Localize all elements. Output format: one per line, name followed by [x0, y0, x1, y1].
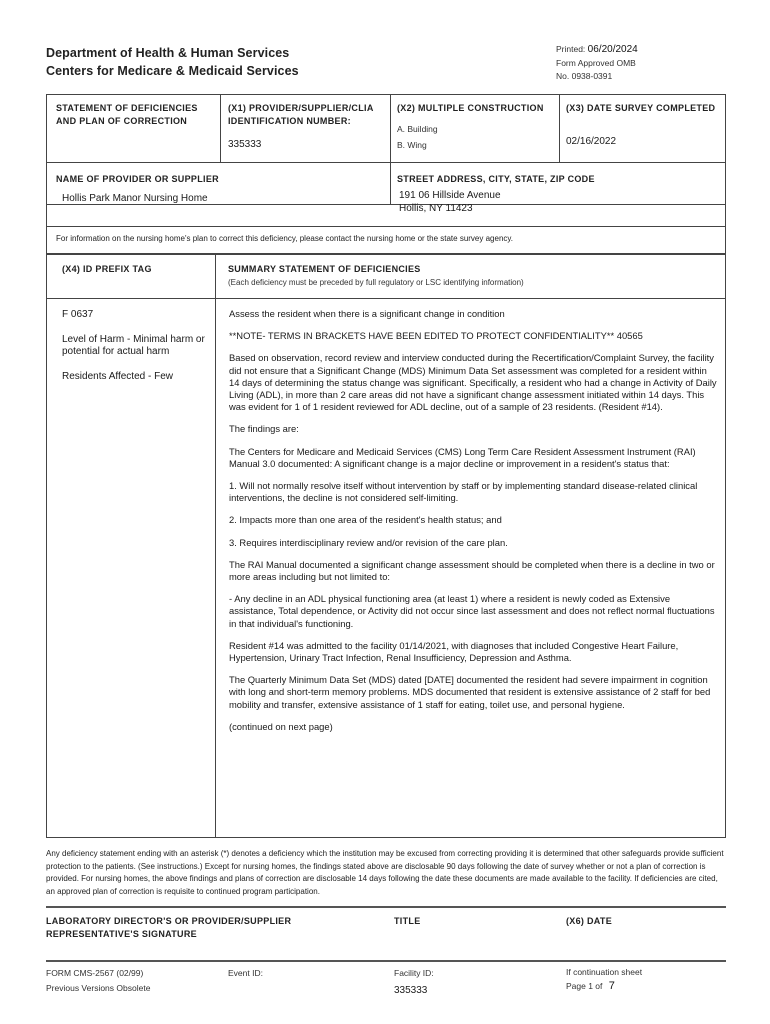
paragraph: The findings are:: [229, 423, 299, 435]
x1-label: (X1) PROVIDER/SUPPLIER/CLIA IDENTIFICATION NUMBER:: [228, 103, 374, 126]
summary-sub: (Each deficiency must be preceded by full regulatory or LSC identifying information): [228, 278, 524, 287]
facility-id-value: 335333: [394, 985, 428, 996]
paragraph: The Quarterly Minimum Data Set (MDS) dated [DATE] documented the resident had severe impairment in cognition with long and short-term memory problems. MDS documented that resident is extensive assistance of 2 staff for bed mobility and transfer, extensive assistance of 1 staff for eating, toilet use, and personal hygiene.: [229, 674, 711, 710]
paragraph: 2. Impacts more than one area of the resident's health status; and: [229, 514, 502, 526]
paragraph: Based on observation, record review and interview conducted during the Recertification/Complaint Survey, the facility did not ensure that a Significant Change (MDS) Minimum Data Set assessment was completed for a resident within 14 days of determining the status change was significant. Specifically, a resident who had a change in Activity of Daily Living (ADL), in more than 2 care areas did not have a significant change assessment initiated within 14 days. This was evident for 1 of 1 resident reviewed for ADL decline, out of a sample of 23 residents. (Resident #14).: [229, 352, 717, 413]
printed-line: [556, 44, 638, 55]
summary-label: SUMMARY STATEMENT OF DEFICIENCIES: [228, 264, 421, 274]
statement-label: STATEMENT OF DEFICIENCIES AND PLAN OF CORRECTION: [56, 103, 198, 126]
paragraph: Resident #14 was admitted to the facility 01/14/2021, with diagnoses that included Congestive Heart Failure, Hypertension, Urinary Tract Infection, Renal Insufficiency, Depression and Asthma.: [229, 639, 679, 664]
date-label: (X6) DATE: [566, 916, 613, 926]
x2-building: A. Building: [397, 124, 438, 134]
paragraph: Assess the resident when there is a significant change in condition: [229, 308, 505, 319]
prefix-tag: F 0637: [62, 309, 94, 320]
page-label: Page 1 of: [566, 981, 603, 991]
title-label: TITLE: [394, 916, 421, 926]
previous-versions: Previous Versions Obsolete: [46, 983, 151, 993]
form-approved: Form Approved OMB: [556, 58, 636, 68]
paragraph: 3. Requires interdisciplinary review and/or revision of the care plan.: [229, 536, 508, 548]
paragraph: 1. Will not normally resolve itself without intervention by staff or by implementing standard disease-related clinical interventions, the decline is not considered self-limiting.: [229, 480, 698, 504]
x3-value: 02/16/2022: [566, 136, 617, 147]
x2-label: (X2) MULTIPLE CONSTRUCTION: [397, 103, 544, 113]
residents-affected: Residents Affected - Few: [62, 371, 173, 382]
x2-wing: B. Wing: [397, 140, 427, 150]
level-of-harm: Level of Harm - Minimal harm or potential for actual harm: [62, 334, 205, 357]
address-line1: 191 06 Hillside Avenue: [399, 190, 501, 201]
form-number: FORM CMS-2567 (02/99): [46, 968, 144, 978]
signature-label: LABORATORY DIRECTOR'S OR PROVIDER/SUPPLIER REPRESENTATIVE'S SIGNATURE: [46, 916, 292, 939]
provider-value: Hollis Park Manor Nursing Home: [62, 193, 208, 204]
department-title: Department of Health & Human Services: [46, 46, 290, 60]
x1-value: 335333: [228, 139, 262, 150]
x4-label: (X4) ID PREFIX TAG: [62, 264, 152, 274]
event-id-label: Event ID:: [228, 968, 263, 978]
continuation-label: If continuation sheet: [566, 967, 643, 977]
centers-title: Centers for Medicare & Medicaid Services: [46, 64, 299, 78]
continued-note: (continued on next page): [229, 720, 333, 732]
page-total: 7: [608, 980, 615, 992]
printed-date: 06/20/2024: [587, 44, 638, 55]
printed-label: Printed:: [556, 44, 586, 54]
info-note: For information on the nursing home's plan to correct this deficiency, please contact the nursing home or the state survey agency.: [56, 234, 514, 243]
x3-label: (X3) DATE SURVEY COMPLETED: [566, 103, 716, 113]
provider-label: NAME OF PROVIDER OR SUPPLIER: [56, 174, 219, 184]
omb-number: No. 0938-0391: [556, 71, 613, 81]
paragraph: The Centers for Medicare and Medicaid Services (CMS) Long Term Care Resident Assessment Instrument (RAI) Manual 3.0 documented: A significant change is a major decline or improvement in a resident's status that:: [229, 445, 696, 469]
page-indicator: [566, 980, 615, 992]
facility-id-label: Facility ID:: [394, 968, 434, 978]
disclaimer: Any deficiency statement ending with an asterisk (*) denotes a deficiency which the institution may be excused from correcting providing it is determined that other safeguards provide sufficient protection to the patients. (See instructions.) Except for nursing homes, the findings stated above are disclosable 90 days following the date of survey whether or not a plan of correction is provided. For nursing homes, the above findings and plans of correction are disclosable 14 days following the date these documents are made available to the facility. If deficiencies are cited, an approved plan of correction is requisite to continued program participation.: [46, 849, 724, 896]
address-line2: Hollis, NY 11423: [399, 203, 473, 214]
address-label: STREET ADDRESS, CITY, STATE, ZIP CODE: [397, 174, 595, 184]
paragraph: The RAI Manual documented a significant change assessment should be completed when there is a decline in two or more areas including but not limited to:: [229, 558, 715, 583]
paragraph: **NOTE- TERMS IN BRACKETS HAVE BEEN EDITED TO PROTECT CONFIDENTIALITY** 40565: [229, 330, 643, 342]
paragraph: - Any decline in an ADL physical functioning area (at least 1) where a resident is newly coded as Extensive assistance, Total dependence, or Activity did not occur since last assessment and does not reflect normal fluctuations in that individual's functioning.: [229, 593, 715, 629]
deficiency-text: [229, 308, 717, 743]
